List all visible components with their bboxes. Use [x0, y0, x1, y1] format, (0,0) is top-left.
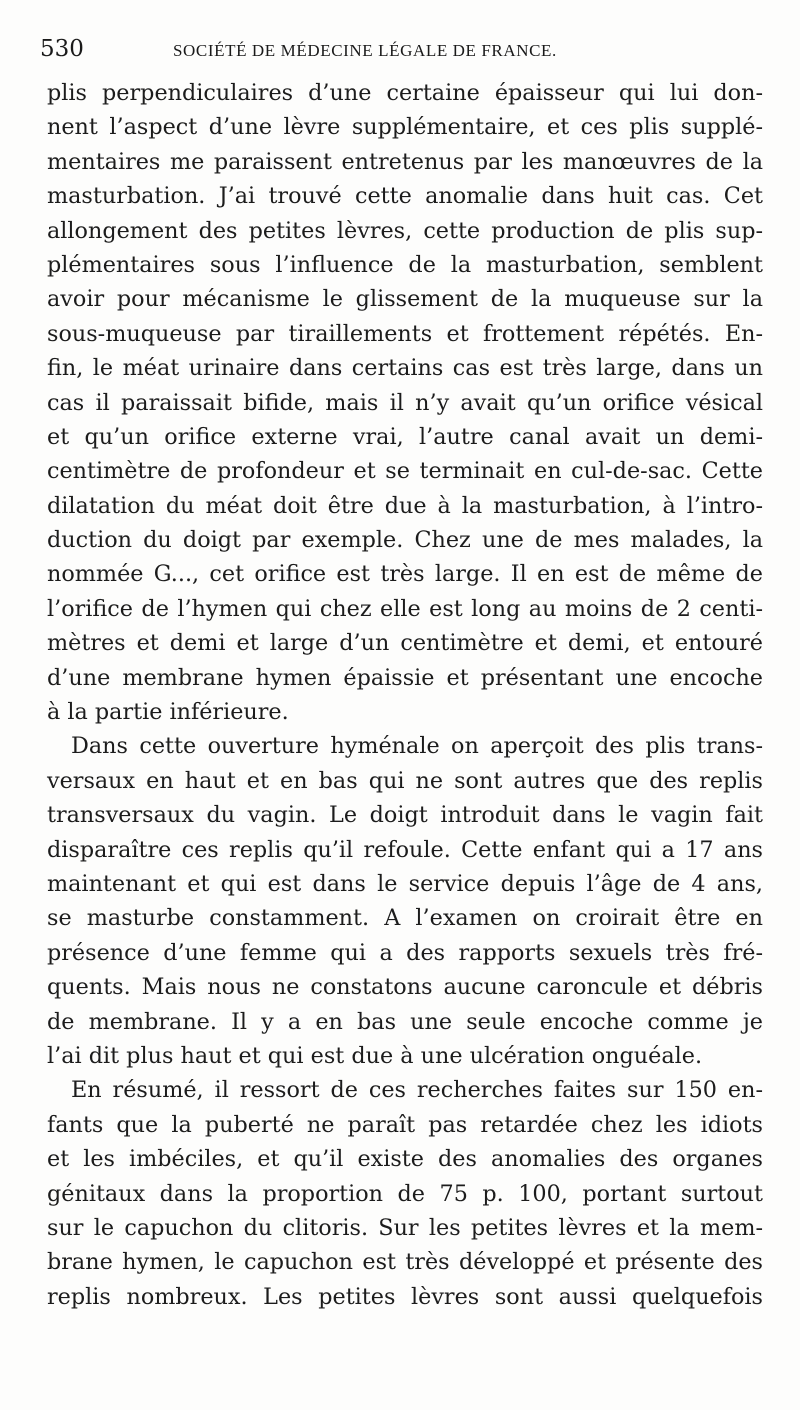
- paragraph-start-line: Dans cette ouverture hyménale on aperçoit des plis trans-: [71, 733, 763, 760]
- text-line: allongement des petites lèvres, cette production de plis sup-: [47, 217, 763, 244]
- text-line: masturbation. J’ai trouvé cette anomalie dans huit cas. Cet: [47, 183, 763, 210]
- text-line: duction du doigt par exemple. Chez une de mes malades, la: [47, 527, 763, 554]
- text-line: centimètre de profondeur et se terminait en cul-de-sac. Cette: [47, 458, 763, 485]
- running-title: SOCIÉTÉ DE MÉDECINE LÉGALE DE FRANCE.: [173, 41, 557, 60]
- text-line: l’ai dit plus haut et qui est due à une ulcération onguéale.: [47, 1042, 703, 1069]
- text-line: à la partie inférieure.: [47, 699, 289, 726]
- text-line: nommée G..., cet orifice est très large. Il en est de même de: [47, 561, 763, 588]
- text-line: dilatation du méat doit être due à la masturbation, à l’intro-: [47, 492, 763, 519]
- text-line: quents. Mais nous ne constatons aucune caroncule et débris: [47, 974, 763, 1001]
- text-line: brane hymen, le capuchon est très développé et présente des: [47, 1249, 763, 1276]
- text-line: plémentaires sous l’influence de la masturbation, semblent: [47, 251, 763, 278]
- text-line: d’une membrane hymen épaissie et présentant une encoche: [47, 664, 763, 691]
- text-line: mètres et demi et large d’un centimètre et demi, et entouré: [47, 630, 763, 657]
- text-line: mentaires me paraissent entretenus par les manœuvres de la: [47, 148, 763, 175]
- text-line: l’orifice de l’hymen qui chez elle est long au moins de 2 centi-: [47, 595, 763, 622]
- page-number: 530: [40, 36, 84, 62]
- text-line: de membrane. Il y a en bas une seule encoche comme je: [47, 1008, 763, 1035]
- text-line: nent l’aspect d’une lèvre supplémentaire, et ces plis supplé-: [47, 114, 763, 141]
- text-line: et les imbéciles, et qu’il existe des anomalies des organes: [47, 1146, 763, 1173]
- text-line: présence d’une femme qui a des rapports sexuels très fré-: [47, 939, 763, 966]
- text-line: plis perpendiculaires d’une certaine épaisseur qui lui don-: [47, 80, 763, 106]
- text-line: avoir pour mécanisme le glissement de la muqueuse sur la: [47, 286, 763, 313]
- paragraph-start-line: En résumé, il ressort de ces recherches faites sur 150 en-: [71, 1077, 763, 1104]
- text-line: et qu’un orifice externe vrai, l’autre canal avait un demi-: [47, 423, 763, 450]
- text-line: disparaître ces replis qu’il refoule. Cette enfant qui a 17 ans: [47, 836, 763, 863]
- text-line: maintenant et qui est dans le service depuis l’âge de 4 ans,: [47, 870, 763, 897]
- text-line: transversaux du vagin. Le doigt introduit dans le vagin fait: [47, 802, 763, 829]
- text-line: fin, le méat urinaire dans certains cas est très large, dans un: [47, 355, 763, 382]
- text-line: génitaux dans la proportion de 75 p. 100, portant surtout: [47, 1180, 763, 1207]
- text-line: replis nombreux. Les petites lèvres sont aussi quelquefois: [47, 1283, 763, 1310]
- text-line: sur le capuchon du clitoris. Sur les petites lèvres et la mem-: [47, 1214, 763, 1241]
- running-head: [40, 36, 760, 66]
- text-line: cas il paraissait bifide, mais il n’y avait qu’un orifice vésical: [47, 389, 763, 416]
- text-line: se masturbe constamment. A l’examen on croirait être en: [47, 905, 763, 932]
- text-line: sous-muqueuse par tiraillements et frottement répétés. En-: [47, 320, 763, 347]
- text-line: fants que la puberté ne paraît pas retardée chez les idiots: [47, 1111, 763, 1138]
- body-text: [47, 76, 763, 1314]
- text-line: versaux en haut et en bas qui ne sont autres que des replis: [47, 767, 763, 794]
